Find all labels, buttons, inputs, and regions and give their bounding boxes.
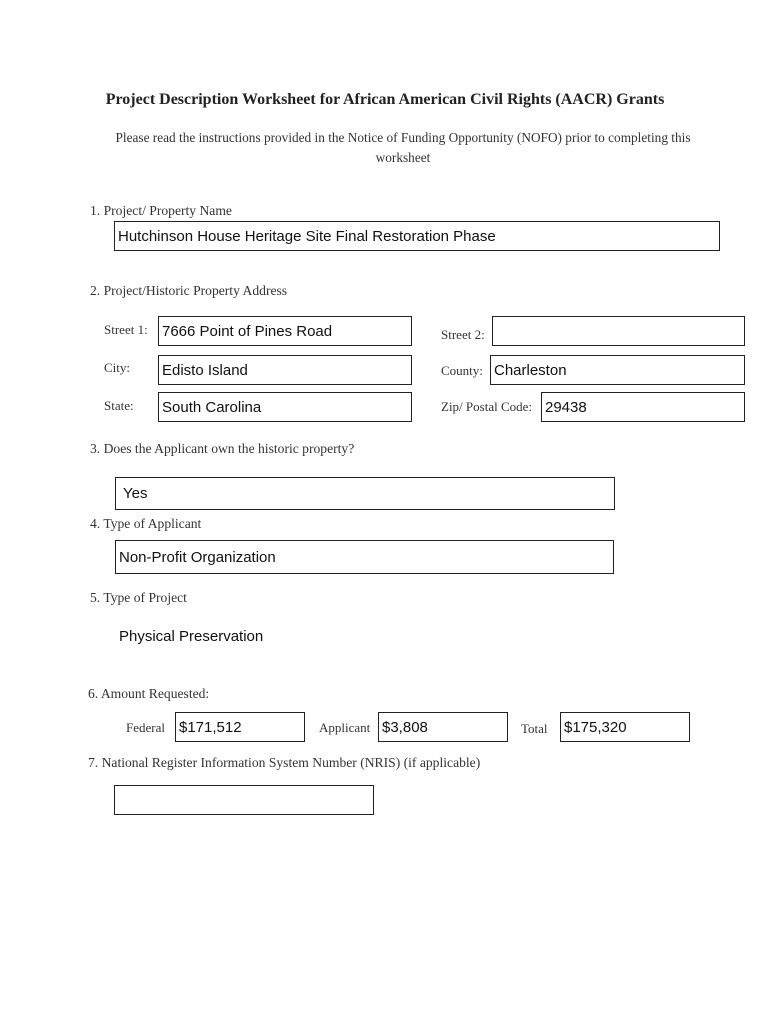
state-field[interactable]: South Carolina [158, 392, 412, 422]
project-type-label: 5. Type of Project [90, 590, 187, 605]
applicant-type-field[interactable]: Non-Profit Organization [115, 540, 614, 574]
street1-label: Street 1: [104, 322, 148, 337]
page-title: Project Description Worksheet for African American Civil Rights (AACR) Grants [105, 91, 665, 108]
amount-requested-label: 6. Amount Requested: [88, 686, 210, 701]
nris-field[interactable] [114, 785, 374, 815]
nris-label: 7. National Register Information System Number (NRIS) (if applicable) [88, 755, 481, 770]
zip-label: Zip/ Postal Code: [441, 399, 532, 414]
street1-field[interactable]: 7666 Point of Pines Road [158, 316, 412, 346]
ownership-label: 3. Does the Applicant own the historic property? [90, 441, 355, 456]
applicant-amount-field[interactable]: $3,808 [378, 712, 508, 742]
city-field[interactable]: Edisto Island [158, 355, 412, 385]
federal-label: Federal [126, 720, 165, 735]
county-field[interactable]: Charleston [490, 355, 745, 385]
applicant-amount-label: Applicant [319, 720, 371, 735]
ownership-field[interactable]: Yes [115, 477, 615, 510]
street2-label: Street 2: [441, 327, 485, 342]
instructions-text: Please read the instructions provided in the Notice of Funding Opportunity (NOFO) prior to completing this worksheet [115, 130, 691, 165]
street2-field[interactable] [492, 316, 745, 346]
city-label: City: [104, 360, 131, 375]
total-label: Total [521, 721, 548, 736]
county-label: County: [441, 363, 483, 378]
state-label: State: [104, 398, 134, 413]
project-type-value[interactable]: Physical Preservation [119, 628, 264, 645]
zip-field[interactable]: 29438 [541, 392, 745, 422]
federal-amount-field[interactable]: $171,512 [175, 712, 305, 742]
property-address-label: 2. Project/Historic Property Address [90, 283, 288, 298]
applicant-type-label: 4. Type of Applicant [90, 516, 202, 531]
project-name-label: 1. Project/ Property Name [90, 203, 232, 218]
project-name-field[interactable]: Hutchinson House Heritage Site Final Restoration Phase [114, 221, 720, 251]
total-amount-field[interactable]: $175,320 [560, 712, 690, 742]
